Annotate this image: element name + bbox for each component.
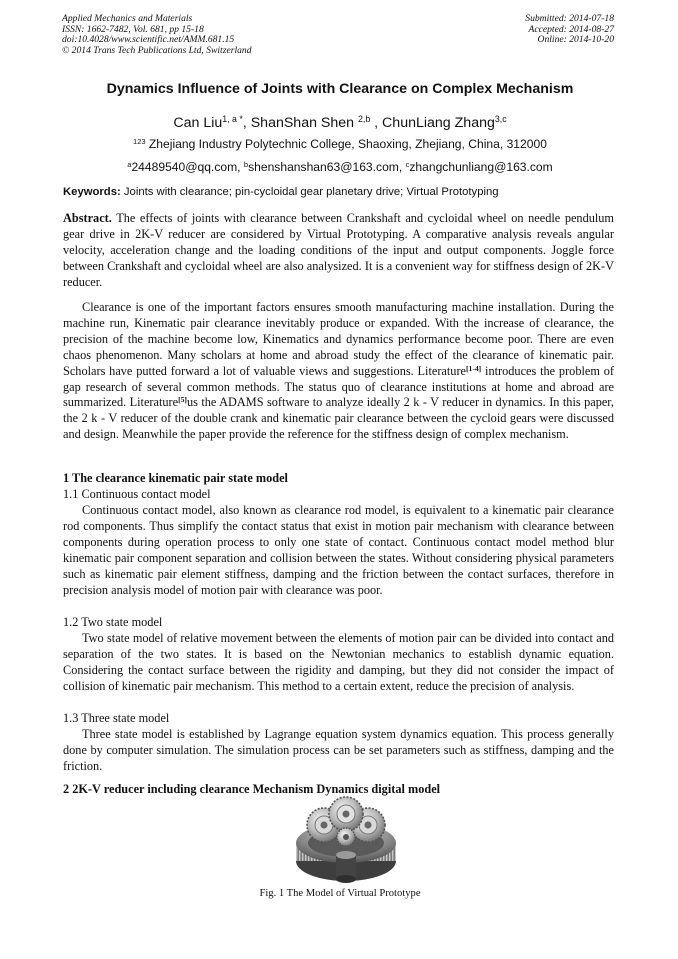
journal-name: Applied Mechanics and Materials (62, 13, 193, 24)
section-1-3-text: Three state model is established by Lagrange equation system dynamics equation. This process generally done by computer simulation. The simulation process can be set parameters such as stiffness, damping and the friction. (63, 727, 614, 773)
abstract-text: The effects of joints with clearance between Crankshaft and cycloidal wheel on needle pendulum gear drive in 2K-V reducer are considered by Virtual Prototyping. A comparative analysis reveals angular velocity, acceleration change and the loading conditions of the input and output components. Joggle force between Crankshaft and cycloidal wheel are also analysized. It is a convenient way for stiffness design of 2K-V reducer. (63, 211, 614, 289)
author-line (40, 115, 640, 131)
section-1-2-heading: 1.2 Two state model (63, 615, 163, 629)
section-1-1-text: Continuous contact model, also known as clearance rod model, is equivalent to a kinematic pair clearance rod components. Thus simplify the contact status that exist in motion pair mechanism with clearance between components during operation process to only one state of contact. Continuous contact model method blur kinematic pair component separation and collision between the states. Without considering physical parameters such as kinematic pair element stiffness, damping and the friction between the contact surfaces, therefore in precision analysis model of motion pair with clearance was poor. (63, 503, 614, 597)
section-1-2-text: Two state model of relative movement between the elements of motion pair can be divided into contact and separation of the two states. It is based on the Newtonian mechanics to establish dynamic equation. Considering the contact surface between the rigidity and damping, but they did not consider the impact of collision of kinematic pair mechanism. This method to a certain extent, reduce the precision of analysis. (63, 631, 614, 693)
keywords (63, 186, 623, 198)
intro-text-2: introduces the problem of gap research of several common methods. The status quo of clearance institutions at home and abroad are summarized. Literature (63, 363, 614, 410)
keywords-text: Joints with clearance; pin-cycloidal gear planetary drive; Virtual Prototyping (120, 186, 499, 198)
author-sup-2: 2,b (358, 114, 371, 125)
affiliation-sup: 123 (133, 136, 146, 146)
affiliation-text: Zhejiang Industry Polytechnic College, Shaoxing, Zhejiang, China, 312000 (145, 137, 547, 151)
output-shaft (336, 851, 356, 883)
email-line (40, 160, 640, 174)
planet-gear-top (329, 797, 363, 831)
introduction-paragraph (63, 300, 614, 443)
citation-ref-1[interactable]: [1-4] (466, 363, 482, 373)
intro-text-1: Clearance is one of the important factors ensures smooth manufacturing machine installation. During the machine run, Kinematic pair clearance inevitably produce or expanded. With the increase of clearance, the precision of the machine become low, Kinematics and dynamics performance become poor. There are even chaos phenomenon. Many scholars at home and abroad study the effect of the clearance of kinematic pair. Scholars have putted forward a lot of valuable views and suggestions. Literature (63, 300, 614, 378)
sun-gear (337, 828, 355, 846)
author-sup-3: 3,c (494, 114, 507, 125)
section-1-heading: 1 The clearance kinematic pair state model (63, 471, 288, 485)
email-sup-b: b (243, 159, 249, 169)
journal-issn: ISSN: 1662-7482, Vol. 681, pp 15-18 (62, 23, 204, 35)
author-name-2: , ShanShan Shen (242, 115, 358, 131)
citation-ref-2[interactable]: [5] (178, 395, 187, 405)
email-b[interactable]: shenshanshan63@163.com, (248, 160, 406, 174)
accepted-date: Accepted: 2014-08-27 (528, 23, 614, 35)
intro-text-3: us the ADAMS software to analyze ideally 2 k - V reducer in dynamics. In this paper, the 2 k - V reducer of the double crank and kinematic pair clearance between the cycloid gears were discussed and design. Meanwhile the paper provide the reference for the stiffness design of complex mechanism. (63, 395, 614, 442)
section-1-3-heading: 1.3 Three state model (63, 711, 170, 725)
online-date: Online: 2014-10-20 (537, 34, 614, 46)
email-sup-c: c (405, 159, 410, 169)
abstract-label: Abstract. (63, 211, 112, 225)
submitted-date: Submitted: 2014-07-18 (525, 13, 614, 24)
journal-header-right (525, 14, 614, 46)
author-name-1: Can Liu (173, 115, 223, 131)
affiliation (40, 137, 640, 151)
journal-copyright: © 2014 Trans Tech Publications Ltd, Switzerland (62, 44, 252, 56)
journal-doi: doi:10.4028/www.scientific.net/AMM.681.15 (62, 34, 235, 46)
figure-caption: Fig. 1 The Model of Virtual Prototype (259, 888, 421, 899)
email-c[interactable]: zhangchunliang@163.com (409, 160, 553, 174)
paper-title: Dynamics Influence of Joints with Clearance on Complex Mechanism (106, 81, 574, 97)
author-sup-1: 1, a * (222, 114, 243, 125)
virtual-prototype-figure (290, 795, 402, 887)
abstract (63, 211, 614, 291)
email-a[interactable]: 24489540@qq.com, (131, 160, 244, 174)
journal-header-left (62, 14, 252, 56)
section-2-heading: 2 2K-V reducer including clearance Mechanism Dynamics digital model (63, 782, 441, 796)
email-sup-a: a (127, 159, 132, 169)
section-1-1-heading: 1.1 Continuous contact model (63, 487, 211, 501)
author-name-3: , ChunLiang Zhang (370, 115, 495, 131)
keywords-label: Keywords: (63, 186, 121, 198)
